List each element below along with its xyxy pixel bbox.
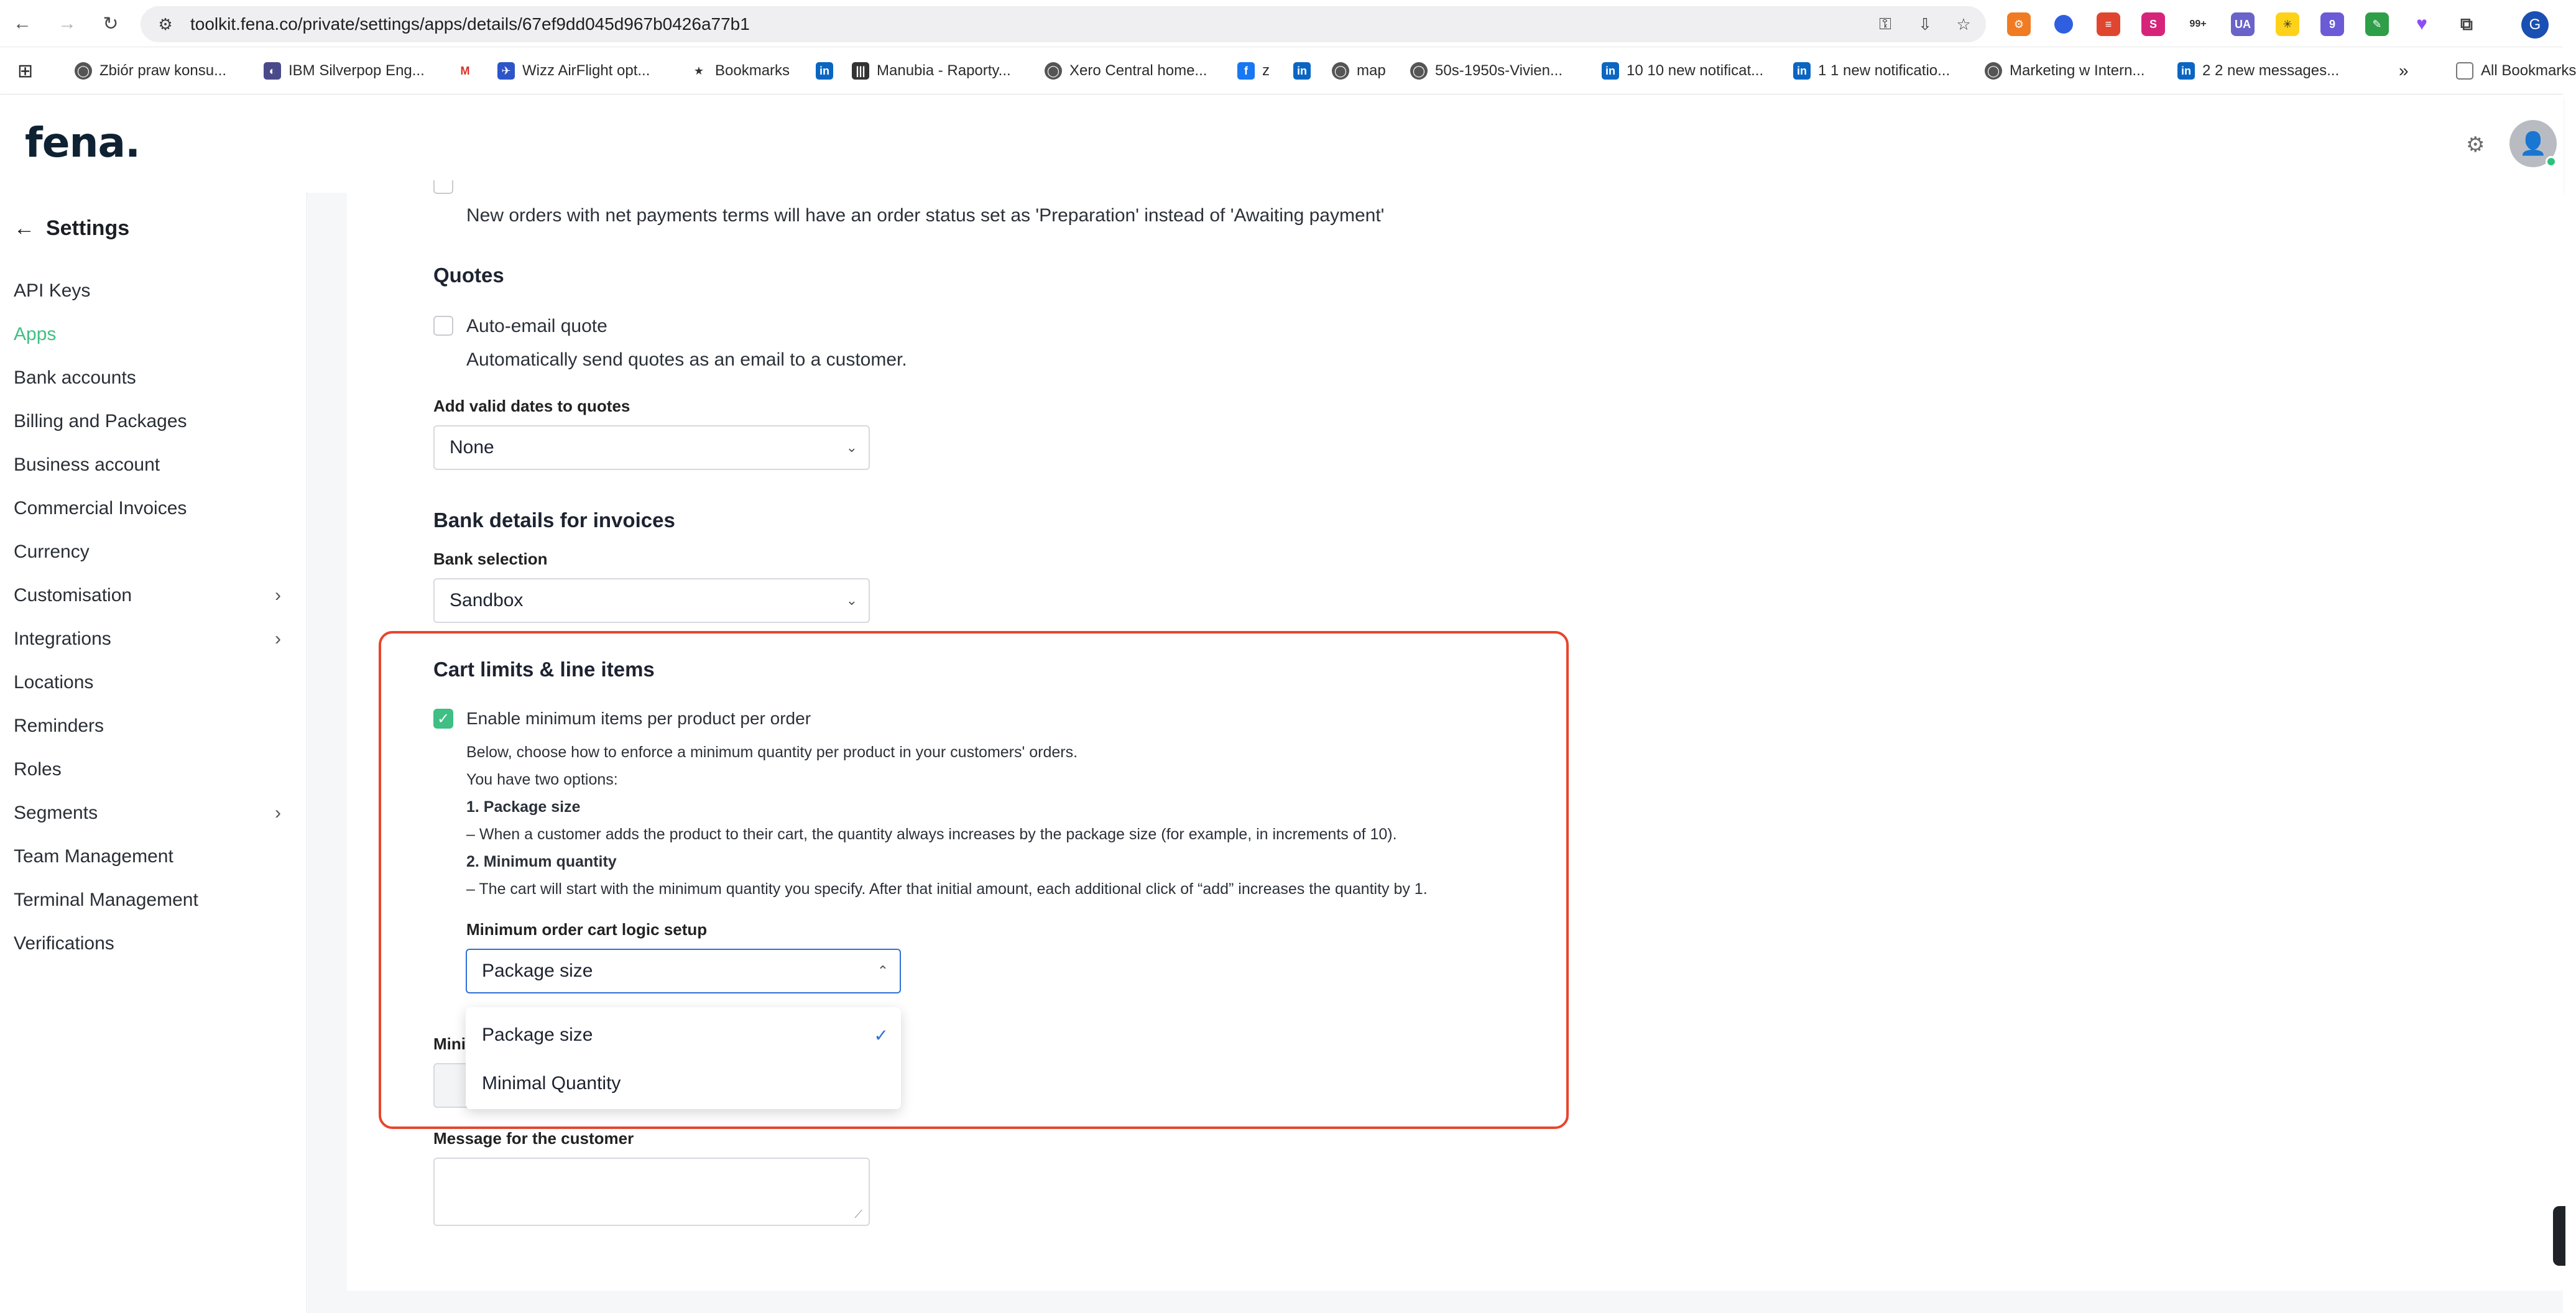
back-arrow-icon[interactable]: ← — [13, 13, 32, 34]
chevron-down-icon: ⌄ — [846, 592, 857, 608]
hubspot-extension-icon[interactable]: ⚙ — [2007, 12, 2031, 36]
bank-details-section-title: Bank details for invoices — [433, 509, 675, 532]
resize-grip-icon[interactable]: ⟋ — [854, 1208, 862, 1220]
settings-heading: Settings — [46, 216, 130, 240]
address-bar[interactable] — [141, 6, 1986, 42]
sidebar-item-label: Apps — [14, 324, 57, 344]
quotes-section-title: Quotes — [433, 264, 504, 287]
hidden-field-label: Mini — [433, 1034, 466, 1053]
bank-selection-select[interactable] — [433, 578, 870, 623]
puzzle-extensions-icon[interactable]: ⧉ — [2455, 12, 2478, 36]
bookmark-item[interactable]: ★ Bookmarks — [690, 47, 790, 94]
bookmark-item[interactable]: ◯ map — [1332, 47, 1386, 94]
sidebar-item-bank-accounts[interactable] — [14, 359, 281, 397]
sidebar-item-label: Business account — [14, 454, 160, 475]
app-header — [0, 95, 2563, 193]
cart-limits-description: Below, choose how to enforce a minimum quantity per product in your customers' orders. — [466, 744, 1078, 761]
net-terms-checkbox[interactable] — [433, 180, 453, 194]
enable-minimum-items-label[interactable]: Enable minimum items per product per order — [466, 709, 811, 728]
option-minimum-quantity-description: – The cart will start with the minimum quantity you specify. After that initial amount, each additional click of “add” increases the quantity by 1. — [466, 880, 1428, 898]
sidebar-item-locations[interactable] — [14, 664, 281, 701]
sidebar-item-label: Reminders — [14, 716, 104, 736]
sidebar-item-label: Verifications — [14, 933, 114, 954]
star-extension-icon[interactable]: ✳ — [2276, 12, 2299, 36]
sidebar-item-verifications[interactable] — [14, 925, 281, 962]
chevron-right-icon: › — [275, 585, 281, 606]
sidebar-item-api-keys[interactable] — [14, 272, 281, 310]
sidebar-item-label: Currency — [14, 541, 90, 562]
circle-extension-icon[interactable] — [2052, 12, 2075, 36]
more-bookmarks-icon[interactable]: » — [2399, 61, 2409, 80]
valid-dates-value: None — [450, 437, 494, 458]
ua-extension-icon[interactable]: UA — [2231, 12, 2255, 36]
option-label: Minimal Quantity — [482, 1073, 621, 1094]
bookmarks-bar — [0, 47, 2576, 94]
browser-toolbar — [0, 0, 2563, 47]
cart-limits-options-intro: You have two options: — [466, 771, 618, 788]
cart-logic-dropdown-menu — [466, 1007, 901, 1109]
chevron-up-icon: ⌃ — [877, 963, 889, 979]
sidebar-item-reminders[interactable] — [14, 707, 281, 745]
check-icon: ✓ — [874, 1025, 889, 1045]
bookmark-item[interactable]: ◯ Marketing w Intern... — [1985, 47, 2144, 94]
bookmark-item[interactable]: ||| Manubia - Raporty... — [852, 47, 1011, 94]
reload-icon[interactable]: ↻ — [103, 13, 119, 34]
bookmark-item[interactable]: ◯ 50s-1950s-Vivien... — [1410, 47, 1563, 94]
bookmark-item[interactable]: ✈ Wizz AirFlight opt... — [497, 47, 650, 94]
forward-arrow-icon[interactable]: → — [58, 13, 76, 34]
bookmark-item[interactable]: in 1 1 new notificatio... — [1793, 47, 1950, 94]
notification-extension-icon[interactable]: 9 — [2320, 12, 2344, 36]
cart-logic-setup-value: Package size — [482, 961, 593, 981]
option-minimum-quantity-title: 2. Minimum quantity — [466, 853, 617, 870]
bookmark-item[interactable]: f z — [1237, 47, 1270, 94]
bookmark-item[interactable]: in 2 2 new messages... — [2177, 47, 2339, 94]
bookmark-item[interactable]: ◯ Zbiór praw konsu... — [75, 47, 226, 94]
user-avatar[interactable]: 👤 — [2509, 120, 2557, 167]
bookmark-item[interactable]: in 10 10 new notificat... — [1602, 47, 1763, 94]
sidebar-item-label: Team Management — [14, 846, 173, 867]
stripe-extension-icon[interactable]: S — [2141, 12, 2165, 36]
settings-gear-icon[interactable]: ⚙ — [2466, 133, 2485, 157]
browser-profile-avatar[interactable]: G — [2521, 11, 2549, 39]
pen-extension-icon[interactable]: ✎ — [2365, 12, 2389, 36]
checkmark-icon: ✓ — [436, 710, 450, 727]
chevron-right-icon: › — [275, 629, 281, 649]
sidebar-item-billing-and-packages[interactable] — [14, 403, 281, 440]
linkedin-bookmark-icon[interactable]: in — [1293, 47, 1318, 94]
chevron-right-icon: › — [275, 803, 281, 823]
fena-logo[interactable]: fena. — [25, 119, 141, 167]
cart-logic-setup-select[interactable] — [466, 949, 901, 993]
dropdown-option-package-size[interactable] — [466, 1011, 901, 1059]
auto-email-quote-label[interactable]: Auto-email quote — [466, 316, 607, 336]
bank-selection-value: Sandbox — [450, 590, 524, 610]
bookmark-item[interactable]: ◐ IBM Silverpop Eng... — [264, 47, 425, 94]
key-icon[interactable]: ⚿ — [1879, 14, 1891, 33]
apps-grid-icon[interactable]: ⊞ — [17, 60, 34, 81]
url-text: toolkit.fena.co/private/settings/apps/details/67ef9dd045d967b0426a77b1 — [190, 14, 750, 34]
online-status-dot — [2546, 156, 2557, 167]
sidebar-item-label: Segments — [14, 803, 98, 823]
linkedin-bookmark-icon[interactable]: in — [816, 47, 841, 94]
sidebar-item-label: Billing and Packages — [14, 411, 187, 431]
all-bookmarks-folder[interactable]: All Bookmarks — [2456, 47, 2576, 94]
back-arrow-icon: ← — [14, 216, 35, 240]
sidebar-item-apps[interactable] — [14, 316, 281, 353]
sidebar-item-label: Locations — [14, 672, 94, 693]
option-package-size-description: – When a customer adds the product to their cart, the quantity always increases by the package size (for example, in increments of 10). — [466, 826, 1397, 843]
sidebar-item-terminal-management[interactable] — [14, 882, 281, 919]
settings-sidebar — [0, 193, 307, 1313]
sidebar-item-label: Commercial Invoices — [14, 498, 187, 518]
option-label: Package size — [482, 1025, 593, 1045]
sidebar-item-commercial-invoices[interactable] — [14, 490, 281, 527]
heart-extension-icon[interactable]: ♥ — [2410, 12, 2434, 36]
customer-message-textarea[interactable] — [433, 1158, 870, 1226]
sidebar-item-label: Roles — [14, 759, 62, 780]
sidebar-item-segments[interactable] — [14, 795, 281, 832]
sidebar-item-team-management[interactable] — [14, 838, 281, 875]
site-info-icon[interactable]: ⚙ — [158, 14, 173, 34]
sidebar-item-business-account[interactable] — [14, 446, 281, 484]
install-icon[interactable]: ⇩ — [1918, 14, 1932, 34]
dropdown-option-minimal-quantity[interactable] — [466, 1059, 901, 1108]
cart-logic-setup-label: Minimum order cart logic setup — [466, 920, 708, 939]
auto-email-quote-checkbox[interactable] — [433, 316, 453, 336]
sidebar-item-label: API Keys — [14, 280, 91, 301]
sidebar-item-label: Bank accounts — [14, 367, 136, 388]
option-package-size-title: 1. Package size — [466, 798, 581, 816]
sidebar-item-label: Integrations — [14, 629, 111, 649]
sidebar-item-integrations[interactable] — [14, 620, 281, 658]
chevron-down-icon: ⌄ — [846, 440, 857, 455]
sidebar-item-label: Customisation — [14, 585, 132, 606]
todoist-extension-icon[interactable]: ≡ — [2097, 12, 2120, 36]
sidebar-item-roles[interactable] — [14, 751, 281, 788]
settings-back-link[interactable] — [14, 216, 129, 241]
valid-dates-label: Add valid dates to quotes — [433, 397, 630, 415]
bookmark-item[interactable]: ◯ Xero Central home... — [1045, 47, 1207, 94]
cart-limits-section-title: Cart limits & line items — [433, 658, 655, 681]
gmail-bookmark-icon[interactable]: M — [456, 47, 481, 94]
net-terms-description: New orders with net payments terms will have an order status set as 'Preparation' instead of 'Awaiting payment' — [466, 205, 1385, 226]
auto-email-quote-description: Automatically send quotes as an email to a customer. — [466, 349, 907, 370]
bookmark-star-icon[interactable]: ☆ — [1956, 14, 1971, 34]
enable-minimum-items-checkbox[interactable] — [433, 709, 453, 729]
sidebar-item-currency[interactable] — [14, 533, 281, 571]
sidebar-item-label: Terminal Management — [14, 890, 198, 910]
customer-message-label: Message for the customer — [433, 1129, 634, 1148]
gauge-extension-icon[interactable]: 99+ — [2186, 12, 2210, 36]
bank-selection-label: Bank selection — [433, 550, 548, 568]
sidebar-item-customisation[interactable] — [14, 577, 281, 614]
valid-dates-select[interactable] — [433, 425, 870, 470]
side-widget-tab[interactable] — [2553, 1206, 2565, 1266]
